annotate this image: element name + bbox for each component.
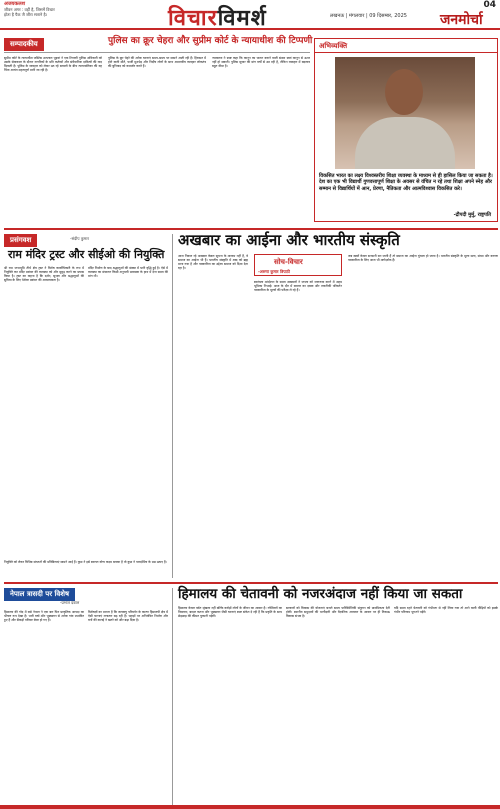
article-bottom-left-paragraph: हिमालय की गोद में बसे नेपाल ने एक बार फिर प्राकृतिक आपदा का भीषण रूप देखा है। भारी वर्षा और भूस्खलन से अनेक गांव प्रभावित हुए हैं और सैकड़ों परिवार बेघर हो गए हैं।	[4, 610, 84, 623]
footer-bar	[0, 805, 500, 809]
article-left-col-3	[4, 560, 168, 578]
column-rule	[172, 234, 173, 578]
article-center-paragraph: स्वतंत्रता आंदोलन के समय अखबारों ने जनता को जागरूक करने में अहम भूमिका निभाई। आज के दौर में बाजार का दबाव और तकनीकी परिवर्तन पत्रकारिता के मूल्यों की परीक्षा ले रहे हैं।	[254, 280, 342, 293]
article-bottom-col-2	[286, 606, 390, 804]
quote-panel	[314, 38, 498, 222]
editorial-col-3	[212, 56, 310, 224]
editorial-headline: पुलिस का क्रूर चेहरा और सुप्रीम कोर्ट के न्यायाधीश की टिप्पणी	[108, 36, 313, 46]
article-left-col-2	[88, 266, 168, 556]
article-bottom-paragraph: यदि समय रहते चेतावनी को गंभीरता से नहीं लिया गया तो आने वाली पीढ़ियों को इसके गंभीर परिणाम भुगतने पड़ेंगे।	[394, 606, 498, 615]
editorial-paragraph: न्यायालय ने स्पष्ट कहा कि कानून का पालन कराने वाली संस्था स्वयं कानून से ऊपर नहीं हो सकती। पुलिस सुधार की मांग वर्षों से उठ रही है, लेकिन व्यवहार में बदलाव बहुत धीमा है।	[212, 56, 310, 69]
article-bottom-left-paragraph: विशेषज्ञों का मानना है कि जलवायु परिवर्तन के कारण हिमालयी क्षेत्र में ऐसी घटनाएं लगातार बढ़ रही हैं। पहाड़ों पर अनियंत्रित निर्माण और वनों की कटाई ने खतरे को और बढ़ा दिया है।	[88, 610, 168, 623]
article-center-paragraph: जब खबरें केवल सनसनी बन जाती हैं तो समाज का आईना धुंधला हो जाता है। भारतीय संस्कृति के मूल्य सत्य, संयम और करुणा पत्रकारिता के लिए आज भी मार्गदर्शक हैं।	[348, 254, 498, 263]
quote-text: विकसित भारत का लक्ष्य विश्वस्तरीय शिक्षा व्यवस्था के माध्यम से ही हासिल किया जा सकता है। देश का एक भी विद्यार्थी गुणवत्तापूर्ण शिक्षा के अवसर से वंचित न रहे तथा शिक्षा अपने स्नेह और सम्मान से विद्यार्थियों में आन, प्रेरणा, नैतिकता और आत्मविश्वास विकसित करे।	[319, 173, 493, 192]
article-left-headline: राम मंदिर ट्रस्ट और सीईओ की नियुक्ति	[8, 248, 165, 261]
article-left-paragraph: मंदिर निर्माण के बाद श्रद्धालुओं की संख्या में भारी वृद्धि हुई है। ऐसे में व्यवस्था का संचालन किसी अनुभवी प्रशासक के हाथ में देना समय की मांग थी।	[88, 266, 168, 279]
article-bottom-paragraph: हिमालय केवल पर्वत श्रृंखला नहीं बल्कि करोड़ों लोगों के जीवन का आधार है। ग्लेशियरों का पिघलना, बादल फटना और भूस्खलन जैसी घटनाएं स्पष्ट संकेत दे रही हैं कि प्रकृति के साथ छेड़छाड़ की कीमत चुकानी पड़ेगी।	[178, 606, 282, 619]
article-left-byline: -संदीप कुमार	[70, 236, 89, 241]
section-divider	[4, 582, 498, 584]
article-left-col-1	[4, 266, 84, 556]
section-title-a: विचार	[168, 5, 218, 31]
masthead-line-2: होता है पैक जै जीरा सताने है।	[4, 12, 48, 17]
editorial-paragraph: पुलिस के क्रूर चेहरे की अनेक घटनाएं समय-समय पर सामने आती रही हैं। हिरासत में होने वाली मौतें, फर्जी मुठभेड़ और निर्दोष लोगों के साथ अमानवीय व्यवहार लोकतंत्र की बुनियाद को कमजोर करते हैं।	[108, 56, 206, 69]
section-title	[168, 2, 267, 32]
article-center-col-1	[178, 254, 248, 578]
article-bottom-left-byline: -प्रभात दवाल	[60, 600, 80, 605]
article-bottom-left-col-1	[4, 610, 84, 805]
article-bottom-col-3	[394, 606, 498, 804]
president-photo	[335, 57, 475, 169]
left-brand: अजयकलश	[4, 1, 26, 7]
quote-author: -द्रौपदी मुर्मु, राष्ट्रपति	[453, 212, 491, 218]
masthead	[0, 0, 500, 30]
masthead-quote	[4, 2, 122, 28]
article-center-paragraph: आज निकल रहे अखबार केवल सूचना के माध्यम नहीं हैं, वे समाज का आईना भी हैं। भारतीय संस्कृति में शब्द को ब्रह्म माना गया है और पत्रकारिता का उद्देश्य समाज को दिशा देना रहा है।	[178, 254, 248, 271]
article-center-headline: अखबार का आईना और भारतीय संस्कृति	[178, 231, 400, 249]
editorial-col-1	[4, 56, 102, 224]
editorial-tag: सम्पादकीय	[4, 38, 44, 51]
date-line: लखनऊ | मंगलवार | 09 दिसम्बर, 2025	[330, 13, 407, 19]
article-left-paragraph: नियुक्ति को लेकर विभिन्न संगठनों की प्रतिक्रियाएं सामने आई हैं। कुछ ने इसे स्वागत योग्य कदम बताया है तो कुछ ने पारदर्शिता के प्रश्न उठाए हैं।	[4, 560, 167, 564]
soch-vichar-tag: सोच-विचार	[268, 256, 309, 269]
section-title-b: विमर्श	[217, 5, 267, 31]
article-bottom-col-1	[178, 606, 282, 804]
article-center-col-3	[348, 254, 498, 578]
article-left-paragraph: श्री राम जन्मभूमि तीर्थ क्षेत्र ट्रस्ट ने विशेष कार्याधिकारी के रूप में नियुक्ति कर मंदिर प्रबंधन की व्यवस्था को और सुदृढ़ करने का प्रयास किया है। ट्रस्ट का कहना है कि दर्शन, सुरक्षा और श्रद्धालुओं की सुविधा के लिए पेशेवर प्रबंधन की आवश्यकता है।	[4, 266, 84, 283]
photo-face	[385, 69, 423, 115]
article-bottom-paragraph: सरकारों को विकास की योजनाएं बनाते समय पारिस्थितिकी संतुलन को प्राथमिकता देनी होगी। स्थानीय समुदायों की भागीदारी और वैज्ञानिक अध्ययन के आधार पर ही टिकाऊ विकास संभव है।	[286, 606, 390, 619]
rule	[4, 52, 310, 53]
editorial-paragraph: सुप्रीम कोर्ट के न्यायाधीश जस्टिस उज्ज्वल भुइयां ने एक टिप्पणी पुलिस अधिकारी को उसके सेवाकाल के दौरान नागरिकों के प्रति कर्तव्यों और संवैधानिक दायित्वों की याद दिलाती है। पुलिस के व्यवहार को लेकर उठ रहे सवालों के बीच न्यायपालिका की यह चिंता अत्यंत महत्वपूर्ण मानी जा रही है।	[4, 56, 102, 73]
column-rule	[172, 588, 173, 806]
section-divider	[4, 228, 498, 230]
page-number: 04	[483, 0, 496, 10]
editorial-col-2	[108, 56, 206, 224]
article-bottom-left-col-2	[88, 610, 168, 805]
prasangvash-tag: प्रसंगवश	[4, 234, 37, 247]
article-bottom-headline: हिमालय की चेतावनी को नजरअंदाज नहीं किया जा सकता	[178, 586, 463, 602]
paper-name: जनमोर्चा	[440, 12, 483, 28]
article-center-col-2	[254, 280, 342, 578]
article-center-byline: -अरुणा कुमार त्रिपाठी	[258, 269, 290, 274]
quote-header: अभिव्यक्ति	[315, 39, 497, 53]
masthead-line-1: जीवन अगर : वहीं है, जिसमें विचार	[4, 7, 55, 12]
photo-saree	[355, 117, 455, 169]
nepal-tag: नेपाल त्रासदी पर विशेष	[4, 588, 75, 601]
